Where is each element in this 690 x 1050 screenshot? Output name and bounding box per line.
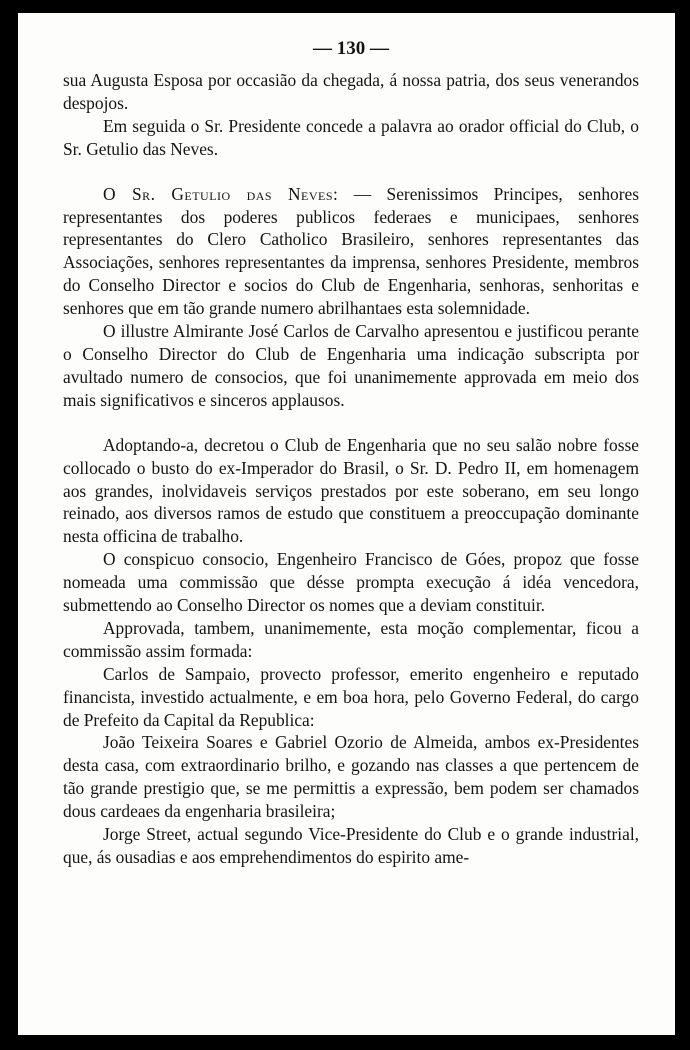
- paragraph-speech-opening: [63, 183, 639, 320]
- scanned-page: [18, 13, 675, 1035]
- paragraph-presidente: Em seguida o Sr. Presidente concede a palavra ao orador official do Club, o Sr. Getulio das Neves.: [63, 115, 639, 159]
- speech-opening-text: — Serenissimos Principes, senhores representantes dos poderes publicos federaes e municipaes, senhores representantes do Clero Catholico Brasileiro, senhores representantes das Associações, senhores representantes da imprensa, senhores Presidente, membros do Conselho Director e socios do Club de Engenharia, senhoras, senhoritas e senhores que em tão grande numero abrilhantaes esta solemnidade.: [63, 183, 639, 319]
- page-text: [63, 37, 639, 869]
- paragraph-approvada: Approvada, tambem, unanimemente, esta moção complementar, ficou a commissão assim formada:: [63, 617, 639, 661]
- paragraph-adoptando: Adoptando-a, decretou o Club de Engenharia que no seu salão nobre fosse collocado o busto do ex-Imperador do Brasil, o Sr. D. Pedro II, em homenagem aos grandes, inolvidaveis serviços prestados por este soberano, em seu longo reinado, aos diversos ramos de estudo que constituem a preoccupação dominante nesta officina de trabalho.: [63, 434, 639, 547]
- paragraph-continuation: sua Augusta Esposa por occasião da chegada, á nossa patria, dos seus venerandos despojos.: [63, 70, 639, 113]
- speaker-name: O Sr. Getulio das Neves:: [103, 183, 339, 204]
- paragraph-street: Jorge Street, actual segundo Vice-Presidente do Club e o grande industrial, que, ás ousadias e aos emprehendimentos do espirito ame-: [63, 824, 639, 867]
- paragraph-almirante: O illustre Almirante José Carlos de Carvalho apresentou e justificou perante o Conselho Director do Club de Engenharia uma indicação subscripta por avultado numero de consocios, que foi unanimemente approvada em meio dos mais significativos e sinceros applausos.: [63, 321, 639, 410]
- paragraph-teixeira-soares: João Teixeira Soares e Gabriel Ozorio de Almeida, ambos ex-Presidentes desta casa, com extraordinario brilho, e gozando nas classes a que pertencem de tão grande prestigio que, se me permittis a expressão, bem podem ser chamados dous cardeaes da engenharia brasileira;: [63, 732, 639, 822]
- page-number: — 130 —: [313, 38, 389, 59]
- paragraph-goes: O conspicuo consocio, Engenheiro Francisco de Góes, propoz que fosse nomeada uma commissão que désse prompta execução á idéa vencedora, submettendo ao Conselho Director os nomes que a deviam constituir.: [63, 549, 639, 616]
- paragraph-sampaio: Carlos de Sampaio, provecto professor, emerito engenheiro e reputado financista, investido actualmente, e em boa hora, pelo Governo Federal, do cargo de Prefeito da Capital da Republica:: [63, 663, 639, 730]
